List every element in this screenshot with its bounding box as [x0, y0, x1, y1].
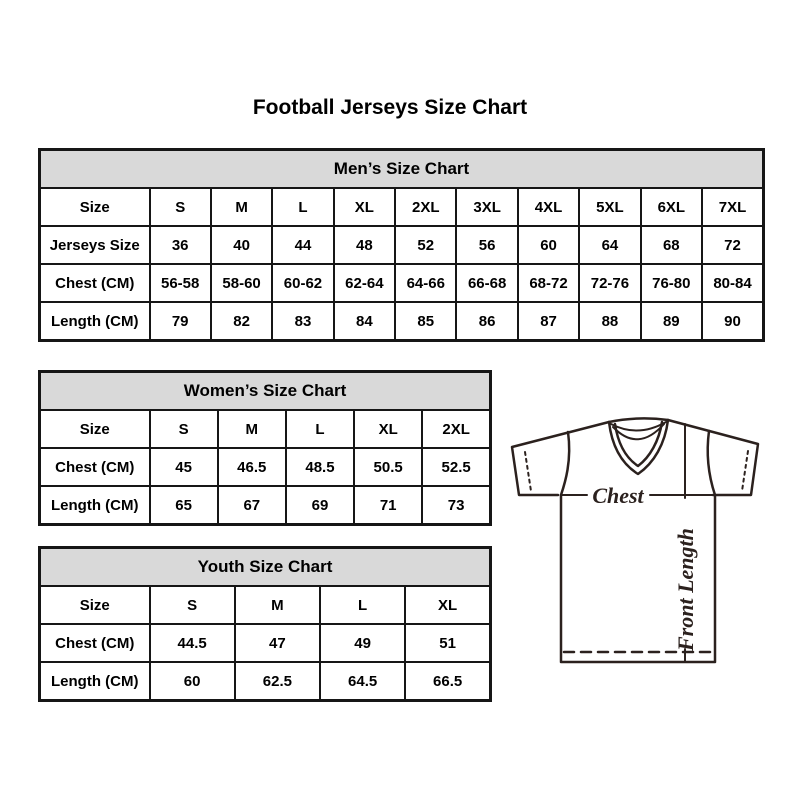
table-cell: 60-62 [272, 264, 333, 302]
table-cell: 50.5 [354, 448, 422, 486]
table-row [40, 662, 491, 701]
table-cell: L [272, 188, 333, 226]
table-cell: XL [334, 188, 395, 226]
table-row [40, 586, 491, 624]
table-row [40, 448, 491, 486]
table-cell: S [150, 410, 218, 448]
row-header: Length (CM) [40, 662, 150, 701]
table-cell: 66-68 [456, 264, 517, 302]
table-cell: 48 [334, 226, 395, 264]
table-cell: 62-64 [334, 264, 395, 302]
table-cell: S [150, 188, 211, 226]
table-cell: 68 [641, 226, 702, 264]
womens-size-table [38, 370, 492, 526]
table-cell: XL [354, 410, 422, 448]
table-cell: 86 [456, 302, 517, 341]
row-header: Size [40, 188, 150, 226]
table-cell: 90 [702, 302, 763, 341]
table-cell: 51 [405, 624, 490, 662]
table-cell: 69 [286, 486, 354, 525]
table-cell: L [320, 586, 405, 624]
table-cell: 79 [150, 302, 211, 341]
table-cell: 82 [211, 302, 272, 341]
row-header: Size [40, 410, 150, 448]
table-title-row [40, 372, 491, 411]
table-cell: 67 [218, 486, 286, 525]
table-cell: 56-58 [150, 264, 211, 302]
table-row [40, 188, 764, 226]
table-cell: 2XL [422, 410, 490, 448]
table-cell: 72 [702, 226, 763, 264]
table-cell: 84 [334, 302, 395, 341]
table-cell: 73 [422, 486, 490, 525]
table-cell: 46.5 [218, 448, 286, 486]
table-cell: 64-66 [395, 264, 456, 302]
jersey-left-armhole [561, 432, 569, 495]
table-cell: 58-60 [211, 264, 272, 302]
table-cell: M [218, 410, 286, 448]
table-title-row [40, 548, 491, 587]
table-cell: 48.5 [286, 448, 354, 486]
row-header: Jerseys Size [40, 226, 150, 264]
table-cell: 88 [579, 302, 640, 341]
table-row [40, 410, 491, 448]
table-row [40, 226, 764, 264]
table-cell: 52 [395, 226, 456, 264]
table-cell: 56 [456, 226, 517, 264]
row-header: Chest (CM) [40, 264, 150, 302]
chest-label: Chest [592, 483, 644, 508]
table-cell: 64.5 [320, 662, 405, 701]
page-title: Football Jerseys Size Chart [252, 96, 528, 119]
jersey-measurement-diagram [505, 411, 767, 667]
table-cell: 68-72 [518, 264, 579, 302]
table-row [40, 264, 764, 302]
table-cell: 60 [150, 662, 235, 701]
table-cell: 44.5 [150, 624, 235, 662]
row-header: Length (CM) [40, 302, 150, 341]
table-row [40, 302, 764, 341]
table-cell: 72-76 [579, 264, 640, 302]
row-header: Size [40, 586, 150, 624]
table-cell: 5XL [579, 188, 640, 226]
table-cell: 36 [150, 226, 211, 264]
youth-size-table [38, 546, 492, 702]
table-title-row [40, 150, 764, 189]
front-length-label: Front Length [673, 528, 698, 651]
table-row [40, 624, 491, 662]
table-cell: M [235, 586, 320, 624]
table-cell: 47 [235, 624, 320, 662]
table-cell: 64 [579, 226, 640, 264]
table-row [40, 486, 491, 525]
jersey-collar-top [609, 418, 668, 422]
table-title: Men’s Size Chart [40, 150, 764, 189]
row-header: Chest (CM) [40, 448, 150, 486]
table-cell: 62.5 [235, 662, 320, 701]
table-cell: 2XL [395, 188, 456, 226]
jersey-right-cuff-dashed-line [742, 451, 748, 491]
table-cell: 40 [211, 226, 272, 264]
table-cell: 80-84 [702, 264, 763, 302]
table-cell: 4XL [518, 188, 579, 226]
table-cell: 65 [150, 486, 218, 525]
table-title: Youth Size Chart [40, 548, 491, 587]
table-cell: M [211, 188, 272, 226]
jersey-left-cuff-dashed-line [525, 452, 531, 491]
table-cell: 76-80 [641, 264, 702, 302]
row-header: Length (CM) [40, 486, 150, 525]
table-cell: 89 [641, 302, 702, 341]
table-cell: 45 [150, 448, 218, 486]
table-cell: 49 [320, 624, 405, 662]
table-title: Women’s Size Chart [40, 372, 491, 411]
table-cell: 71 [354, 486, 422, 525]
table-cell: 6XL [641, 188, 702, 226]
table-cell: 83 [272, 302, 333, 341]
table-cell: 60 [518, 226, 579, 264]
table-cell: 87 [518, 302, 579, 341]
table-cell: 3XL [456, 188, 517, 226]
table-cell: 52.5 [422, 448, 490, 486]
row-header: Chest (CM) [40, 624, 150, 662]
table-cell: XL [405, 586, 490, 624]
table-cell: S [150, 586, 235, 624]
mens-size-table [38, 148, 765, 342]
table-cell: 7XL [702, 188, 763, 226]
jersey-right-armhole [708, 431, 715, 495]
table-cell: 85 [395, 302, 456, 341]
table-cell: 66.5 [405, 662, 490, 701]
table-cell: L [286, 410, 354, 448]
table-cell: 44 [272, 226, 333, 264]
